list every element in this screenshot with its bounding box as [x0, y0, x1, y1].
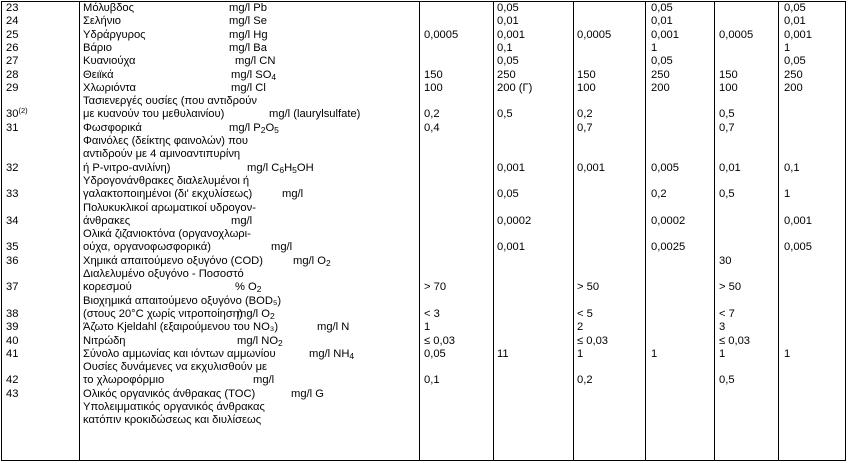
parameter-description: Βάριο [83, 41, 113, 54]
value-cell: 0,005 [784, 241, 812, 254]
value-cell: 2 [577, 321, 584, 334]
value-cell: 150 [577, 68, 596, 81]
parameter-description: Χημικά απαιτούμενο οξυγόνο (COD) [83, 254, 263, 267]
row-number-text: 40 [6, 334, 19, 347]
row-number-text: 43 [6, 387, 19, 400]
unit-text: H [284, 161, 293, 174]
value-cell: 0,4 [424, 121, 440, 134]
row-number-text: 23 [6, 2, 19, 14]
value-cell: 100 [424, 81, 443, 94]
row-number-text: 37 [6, 281, 19, 294]
unit-label [282, 188, 303, 201]
unit-text: mg/l NO [237, 334, 279, 347]
value-cell: 250 [784, 68, 803, 81]
unit-text: mg/l (laurylsulfate) [269, 108, 361, 121]
row-number [6, 122, 18, 135]
parameter-description: Υδράργυρος [83, 28, 146, 41]
value-cell: ≤ 0,03 [424, 334, 456, 347]
column-divider [714, 1, 715, 461]
unit-label [253, 374, 274, 387]
value-cell: 0,0005 [577, 28, 612, 41]
parameter-description: Άζωτο Kjeldahl (εξαιρούμενου του NO₃) [83, 321, 279, 334]
table-border [1, 460, 846, 461]
unit-text: mg/l [253, 374, 275, 387]
value-cell: 0,5 [719, 108, 735, 121]
row-number [6, 55, 18, 68]
unit-label [229, 29, 268, 42]
value-cell: 0,001 [577, 161, 605, 174]
unit-text: mg/l [271, 241, 293, 254]
unit-subscript: 6 [279, 164, 285, 175]
column-divider [778, 1, 779, 461]
parameter-description: Ουσίες δυνάμενες να εκχυλισθούν με [83, 361, 268, 374]
row-number-text: 35 [6, 241, 19, 254]
value-cell: 0,5 [719, 374, 735, 387]
value-cell: < 7 [719, 307, 735, 320]
value-cell: 0,0025 [651, 241, 686, 254]
unit-label [293, 255, 331, 268]
value-cell: 0,5 [719, 188, 735, 201]
row-number [6, 82, 18, 95]
row-number [6, 108, 28, 121]
parameter-description: Διαλελυμένο οξυγόνο - Ποσοστό [83, 268, 244, 280]
value-cell: 0,2 [577, 108, 593, 121]
unit-text: OH [296, 161, 314, 174]
parameter-description: αντιδρούν με 4 αμινοαντιπυρίνη [83, 148, 241, 161]
parameter-description: με κυανούν του μεθυλαινίου) [83, 108, 225, 121]
value-cell: 0,2 [651, 188, 667, 201]
value-cell: 0,5 [497, 108, 513, 121]
value-cell: 250 [497, 68, 516, 81]
unit-subscript: 2 [269, 310, 275, 321]
value-cell: 0,2 [424, 108, 440, 121]
column-divider [493, 1, 494, 461]
value-cell: 0,01 [651, 15, 673, 28]
row-number-text: 28 [6, 68, 19, 81]
value-cell: 0,1 [784, 161, 800, 174]
parameter-description: το χλωροφόρμιο [83, 374, 165, 387]
parameter-description: Νιτρώδη [83, 334, 126, 347]
parameter-description: Τασιενεργές ουσίες (που αντιδρούν [83, 95, 257, 108]
value-cell: < 3 [424, 307, 440, 320]
row-number [6, 215, 18, 228]
unit-text: mg/l CN [235, 55, 276, 68]
unit-text: mg/l Hg [229, 28, 268, 41]
parameter-description: Βιοχημικά απαιτούμενο οξυγόνο (BOD₅) [83, 294, 282, 307]
row-number-text: 29 [6, 81, 19, 94]
column-divider [419, 1, 420, 461]
value-cell: > 50 [577, 281, 600, 294]
row-number [6, 255, 18, 268]
value-cell: 0,0005 [719, 28, 754, 41]
value-cell: 0,001 [497, 161, 525, 174]
unit-label [231, 215, 252, 228]
row-number [6, 241, 18, 254]
value-cell: 0,01 [719, 161, 741, 174]
value-cell: 0,005 [651, 161, 679, 174]
unit-text: mg/l P [229, 121, 261, 134]
value-cell: 250 [651, 68, 670, 81]
unit-label [231, 82, 266, 95]
row-number [6, 188, 18, 201]
unit-subscript: 4 [271, 71, 277, 82]
value-cell: 0,7 [577, 121, 593, 134]
value-cell: 1 [651, 347, 658, 360]
parameter-description: ούχα, οργανοφωσφορικά) [83, 241, 211, 254]
parameter-description: Μόλυβδος [83, 2, 135, 14]
value-cell: 0,05 [424, 347, 446, 360]
row-number-text: 31 [6, 121, 19, 134]
value-cell: ≤ 0,03 [719, 334, 751, 347]
value-cell: 0,05 [497, 188, 519, 201]
unit-text: mg/l [231, 214, 253, 227]
value-cell: > 70 [424, 281, 447, 294]
value-cell: 0,05 [651, 2, 673, 14]
column-divider [573, 1, 574, 461]
parameter-description: Θειϊκά [83, 68, 114, 81]
value-cell: 1 [719, 347, 726, 360]
unit-subscript: 2 [260, 124, 266, 135]
unit-label [229, 42, 267, 55]
parameter-description: κορεσμού [83, 281, 132, 294]
value-cell: 0,1 [497, 41, 513, 54]
unit-subscript: 2 [256, 284, 262, 295]
value-cell: 0,2 [577, 374, 593, 387]
row-number-text: 24 [6, 15, 19, 28]
unit-text: mg/l Se [229, 15, 267, 28]
unit-subscript: 2 [325, 257, 331, 268]
value-cell: 1 [577, 347, 584, 360]
value-cell: 0,001 [784, 28, 812, 41]
row-number-text: 42 [6, 374, 19, 387]
row-number-text: 26 [6, 41, 19, 54]
row-number [6, 29, 18, 42]
value-cell: 0,01 [784, 15, 806, 28]
value-cell: 1 [784, 347, 791, 360]
unit-label [229, 15, 267, 28]
unit-subscript: 4 [349, 350, 355, 361]
row-number-text: 38 [6, 307, 19, 320]
value-cell: ≤ 0,03 [577, 334, 609, 347]
value-cell: 150 [424, 68, 443, 81]
row-number-text: 36 [6, 254, 19, 267]
row-number [6, 321, 18, 334]
unit-label [235, 55, 275, 68]
unit-subscript: 5 [292, 164, 297, 175]
value-cell: 0,0002 [651, 214, 686, 227]
value-cell: 0,001 [497, 241, 525, 254]
unit-label [247, 162, 314, 175]
value-cell: 0,01 [497, 15, 519, 28]
value-cell: 0,0005 [424, 28, 459, 41]
parameter-description: κατόπιν κροκιδώσεως και διυλίσεως [83, 414, 262, 427]
row-number [6, 42, 18, 55]
unit-text: mg/l NH [309, 347, 350, 360]
column-divider [1, 1, 2, 461]
row-number-text: 41 [6, 347, 19, 360]
value-cell: 0,0002 [497, 214, 532, 227]
unit-label [237, 308, 275, 321]
row-number [6, 308, 18, 321]
parameter-description: Πολυκυκλικοί αρωματικοί υδρογον- [83, 201, 256, 214]
unit-text: mg/l [282, 188, 304, 201]
unit-label [229, 2, 267, 15]
row-number [6, 335, 18, 348]
value-cell: 0,05 [651, 55, 673, 68]
parameter-description: άνθρακες [83, 214, 131, 227]
row-number-text: 33 [6, 188, 19, 201]
unit-label [291, 388, 324, 401]
parameter-description: Σελήνιο [83, 15, 122, 28]
value-cell: 30 [719, 254, 732, 267]
row-number-text: 39 [6, 321, 19, 334]
row-number [6, 388, 18, 401]
row-number-text: 32 [6, 161, 19, 174]
column-divider [645, 1, 646, 461]
value-cell: 0,05 [497, 55, 519, 68]
row-number [6, 281, 18, 294]
row-number-text: 30 [6, 108, 19, 121]
unit-subscript: 2 [278, 337, 283, 348]
unit-text: % O [235, 281, 257, 294]
unit-text: mg/l SO [231, 68, 272, 81]
water-quality-table [1, 1, 846, 461]
value-cell: 0,05 [497, 2, 519, 14]
row-number [6, 15, 18, 28]
parameter-description: Χλωριόντα [83, 81, 137, 94]
unit-label [231, 69, 276, 82]
unit-text: mg/l N [317, 321, 350, 334]
unit-subscript: 5 [274, 124, 279, 135]
row-number-text: 25 [6, 28, 19, 41]
parameter-description: ή Ρ-νιτρο-ανιλίνη) [83, 161, 171, 174]
row-number [6, 162, 18, 175]
unit-text: O [265, 121, 275, 134]
value-cell: 0,1 [424, 374, 440, 387]
row-number [6, 2, 18, 15]
parameter-description: Σύνολο αμμωνίας και ιόντων αμμωνίου [83, 347, 276, 360]
value-cell: < 5 [577, 307, 593, 320]
unit-text: mg/l G [291, 387, 324, 400]
value-cell: 150 [719, 68, 738, 81]
row-number [6, 374, 18, 387]
unit-text: mg/l Pb [229, 2, 267, 14]
value-cell: 0,05 [784, 55, 806, 68]
parameter-description: (στους 20°C χωρίς νιτροποίηση) [83, 307, 243, 320]
parameter-description: Υδρογονάνθρακες διαλελυμένοι ή [83, 174, 250, 187]
value-cell: 100 [577, 81, 596, 94]
unit-text: mg/l Cl [231, 81, 266, 94]
value-cell: 200 [784, 81, 803, 94]
value-cell: 0,05 [784, 2, 806, 14]
value-cell: 0,001 [784, 214, 812, 227]
footnote-marker: (2) [18, 106, 28, 116]
value-cell: 1 [784, 188, 791, 201]
parameter-description: Υπολειμματικός οργανικός άνθρακας [83, 401, 265, 413]
row-number [6, 69, 18, 82]
unit-label [271, 241, 292, 254]
unit-text: mg/l O [293, 254, 326, 267]
value-cell: 200 [651, 81, 670, 94]
unit-label [237, 335, 283, 348]
unit-text: mg/l O [237, 307, 270, 320]
parameter-description: Κυανιούχα [83, 55, 136, 68]
parameter-description: Ολικός οργανικός άνθρακας (TOC) [83, 387, 256, 400]
parameter-description: Φαινόλες (δείκτης φαινολών) που [83, 135, 249, 147]
value-cell: 3 [719, 321, 726, 334]
unit-label [309, 348, 354, 361]
parameter-description: Ολικά ζιζανιοκτόνα (οργανοχλωρι- [83, 228, 251, 241]
column-divider [79, 1, 80, 461]
value-cell: 100 [719, 81, 738, 94]
value-cell: 0,001 [651, 28, 679, 41]
value-cell: 0,001 [497, 28, 525, 41]
value-cell: 11 [497, 347, 509, 360]
parameter-description: γαλακτοποιημένοι (δι' εκχυλίσεως) [83, 188, 253, 201]
row-number-text: 27 [6, 55, 19, 68]
unit-text: mg/l C [247, 161, 280, 174]
value-cell: 1 [651, 41, 658, 54]
unit-label [269, 108, 360, 121]
unit-text: mg/l Ba [229, 41, 267, 54]
value-cell: 200 (Γ) [497, 81, 533, 94]
value-cell: 1 [424, 321, 431, 334]
row-number-text: 34 [6, 214, 19, 227]
value-cell: > 50 [719, 281, 742, 294]
row-number [6, 348, 18, 361]
unit-label [229, 122, 279, 135]
unit-label [235, 281, 262, 294]
unit-label [317, 321, 349, 334]
value-cell: 0,7 [719, 121, 735, 134]
parameter-description: Φωσφορικά [83, 121, 142, 134]
column-divider [845, 1, 846, 461]
value-cell: 1 [784, 41, 791, 54]
